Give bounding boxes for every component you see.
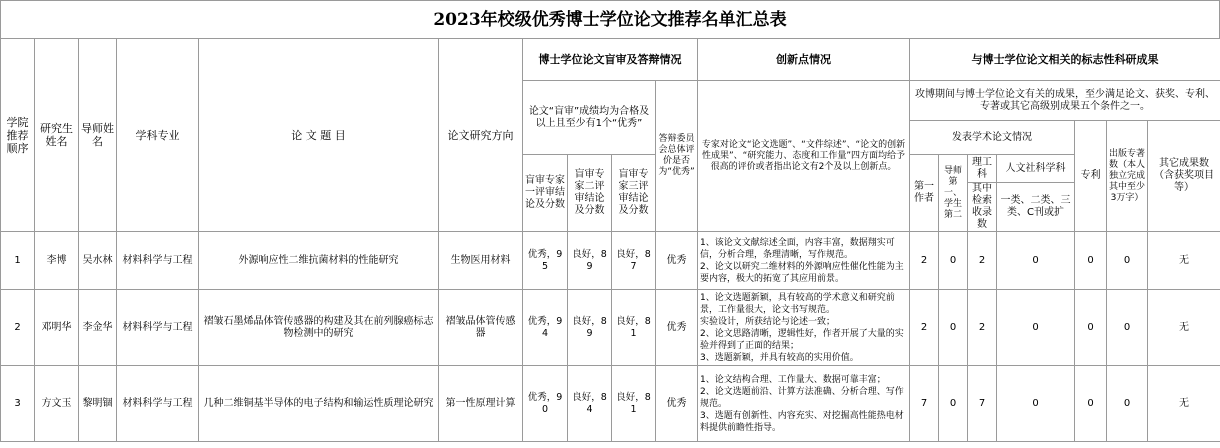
header-advisor-first: 导师第一、学生第二 (939, 155, 968, 232)
cell-defense: 优秀 (656, 366, 698, 442)
header-monograph: 出版专著数（本人独立完成其中至少3万字） (1107, 121, 1148, 232)
cell-direction: 生物医用材料 (439, 232, 523, 290)
cell-monograph: 0 (1107, 290, 1148, 366)
cell-innovation: 1、该论文文献综述全面，内容丰富，数据翔实可信，分析合理，条理清晰，写作规范。 2、论文以研究二维材料的外源响应性催化性能为主要内容，极大的拓宽了其应用前景。 (698, 232, 910, 290)
cell-science-index: 2 (968, 290, 997, 366)
cell-advisor: 黎明锢 (79, 366, 117, 442)
header-other: 其它成果数（含获奖项目等） (1148, 121, 1220, 232)
cell-review1: 优秀，94 (523, 290, 568, 366)
cell-review3: 良好，87 (612, 232, 656, 290)
cell-science-index: 2 (968, 232, 997, 290)
cell-other: 无 (1148, 366, 1220, 442)
header-science: 理工科 (968, 155, 997, 183)
header-review2: 盲审专家二评审结论及分数 (568, 155, 612, 232)
header-humanities: 人文社科学科 (997, 155, 1075, 183)
cell-monograph: 0 (1107, 232, 1148, 290)
cell-advisor-first: 0 (939, 290, 968, 366)
cell-advisor: 吴水林 (79, 232, 117, 290)
sheet-title: 2023年校级优秀博士学位论文推荐名单汇总表 (0, 0, 1220, 38)
cell-patent: 0 (1075, 290, 1107, 366)
cell-direction: 第一性原理计算 (439, 366, 523, 442)
header-research-note: 攻博期间与博士学位论文有关的成果，至少满足论文、获奖、专利、专著或其它高级别成果五个条件之一。 (910, 81, 1220, 121)
cell-other: 无 (1148, 290, 1220, 366)
cell-first-author: 2 (910, 232, 939, 290)
cell-review2: 良好，89 (568, 290, 612, 366)
cell-thesis-title: 外源响应性二维抗菌材料的性能研究 (199, 232, 439, 290)
header-review1: 盲审专家一评审结论及分数 (523, 155, 568, 232)
cell-student: 邓明华 (35, 290, 79, 366)
cell-humanities: 0 (997, 290, 1075, 366)
table-row (1, 232, 1220, 290)
cell-first-author: 2 (910, 290, 939, 366)
header-review3: 盲审专家三评审结论及分数 (612, 155, 656, 232)
header-patent: 专利 (1075, 121, 1107, 232)
cell-review2: 良好，84 (568, 366, 612, 442)
cell-major: 材料科学与工程 (117, 290, 199, 366)
cell-seq: 3 (1, 366, 35, 442)
cell-student: 李博 (35, 232, 79, 290)
cell-patent: 0 (1075, 232, 1107, 290)
table-row (1, 290, 1220, 366)
cell-major: 材料科学与工程 (117, 232, 199, 290)
header-major: 学科专业 (117, 39, 199, 232)
cell-advisor-first: 0 (939, 366, 968, 442)
cell-science-index: 7 (968, 366, 997, 442)
header-review-group: 博士学位论文盲审及答辩情况 (523, 39, 698, 81)
table-row (1, 366, 1220, 442)
cell-review1: 优秀，90 (523, 366, 568, 442)
cell-other: 无 (1148, 232, 1220, 290)
cell-review2: 良好，89 (568, 232, 612, 290)
cell-advisor: 李金华 (79, 290, 117, 366)
recommendation-table (0, 38, 1220, 442)
cell-humanities: 0 (997, 366, 1075, 442)
header-thesis-title: 论 文 题 目 (199, 39, 439, 232)
header-seq: 学院推荐顺序 (1, 39, 35, 232)
cell-thesis-title: 几种二维铜基半导体的电子结构和输运性质理论研究 (199, 366, 439, 442)
cell-review3: 良好，81 (612, 290, 656, 366)
header-direction: 论文研究方向 (439, 39, 523, 232)
header-advisor: 导师姓名 (79, 39, 117, 232)
header-review-note: 论文“盲审”成绩均为合格及以上且至少有1个“优秀” (523, 81, 656, 155)
cell-direction: 褶皱晶体管传感器 (439, 290, 523, 366)
cell-thesis-title: 褶皱石墨烯晶体管传感器的构建及其在前列腺癌标志物检测中的研究 (199, 290, 439, 366)
cell-advisor-first: 0 (939, 232, 968, 290)
cell-patent: 0 (1075, 366, 1107, 442)
header-research-group: 与博士学位论文相关的标志性科研成果 (910, 39, 1220, 81)
header-humanities-sub: 一类、二类、三类、C刊或扩 (997, 183, 1075, 232)
header-papers: 发表学术论文情况 (910, 121, 1075, 155)
header-defense: 答辩委员会总体评价是否为“优秀” (656, 81, 698, 232)
cell-defense: 优秀 (656, 290, 698, 366)
cell-defense: 优秀 (656, 232, 698, 290)
cell-innovation: 1、论文结构合理、工作量大、数据可靠丰富； 2、论文选题前沿、计算方法准确、分析合理、写作规范。 3、选题有创新性、内容充实、对挖掘高性能热电材料提供前瞻性指导。 (698, 366, 910, 442)
cell-humanities: 0 (997, 232, 1075, 290)
header-science-index: 其中检索收录数 (968, 183, 997, 232)
cell-review3: 良好，81 (612, 366, 656, 442)
cell-review1: 优秀，95 (523, 232, 568, 290)
cell-seq: 2 (1, 290, 35, 366)
header-student: 研究生姓名 (35, 39, 79, 232)
header-first-author: 第一作者 (910, 155, 939, 232)
cell-innovation: 1、论文选题新颖，具有较高的学术意义和研究前景，工作量很大，论文书写规范。 实验设计，所获结论与论述一致； 2、论文思路清晰，逻辑性好，作者开展了大量的实验并得到了正面的结果； 3、选题新颖，并具有较高的实用价值。 (698, 290, 910, 366)
cell-monograph: 0 (1107, 366, 1148, 442)
cell-first-author: 7 (910, 366, 939, 442)
cell-seq: 1 (1, 232, 35, 290)
cell-student: 方文玉 (35, 366, 79, 442)
cell-major: 材料科学与工程 (117, 366, 199, 442)
header-innovation-group: 创新点情况 (698, 39, 910, 81)
header-innovation-note: 专家对论文“论文选题”、“文件综述”、“论文的创新性成果”、“研究能力、态度和工作量”四方面均给予很高的评价或者指出论文有2个及以上创新点。 (698, 81, 910, 232)
